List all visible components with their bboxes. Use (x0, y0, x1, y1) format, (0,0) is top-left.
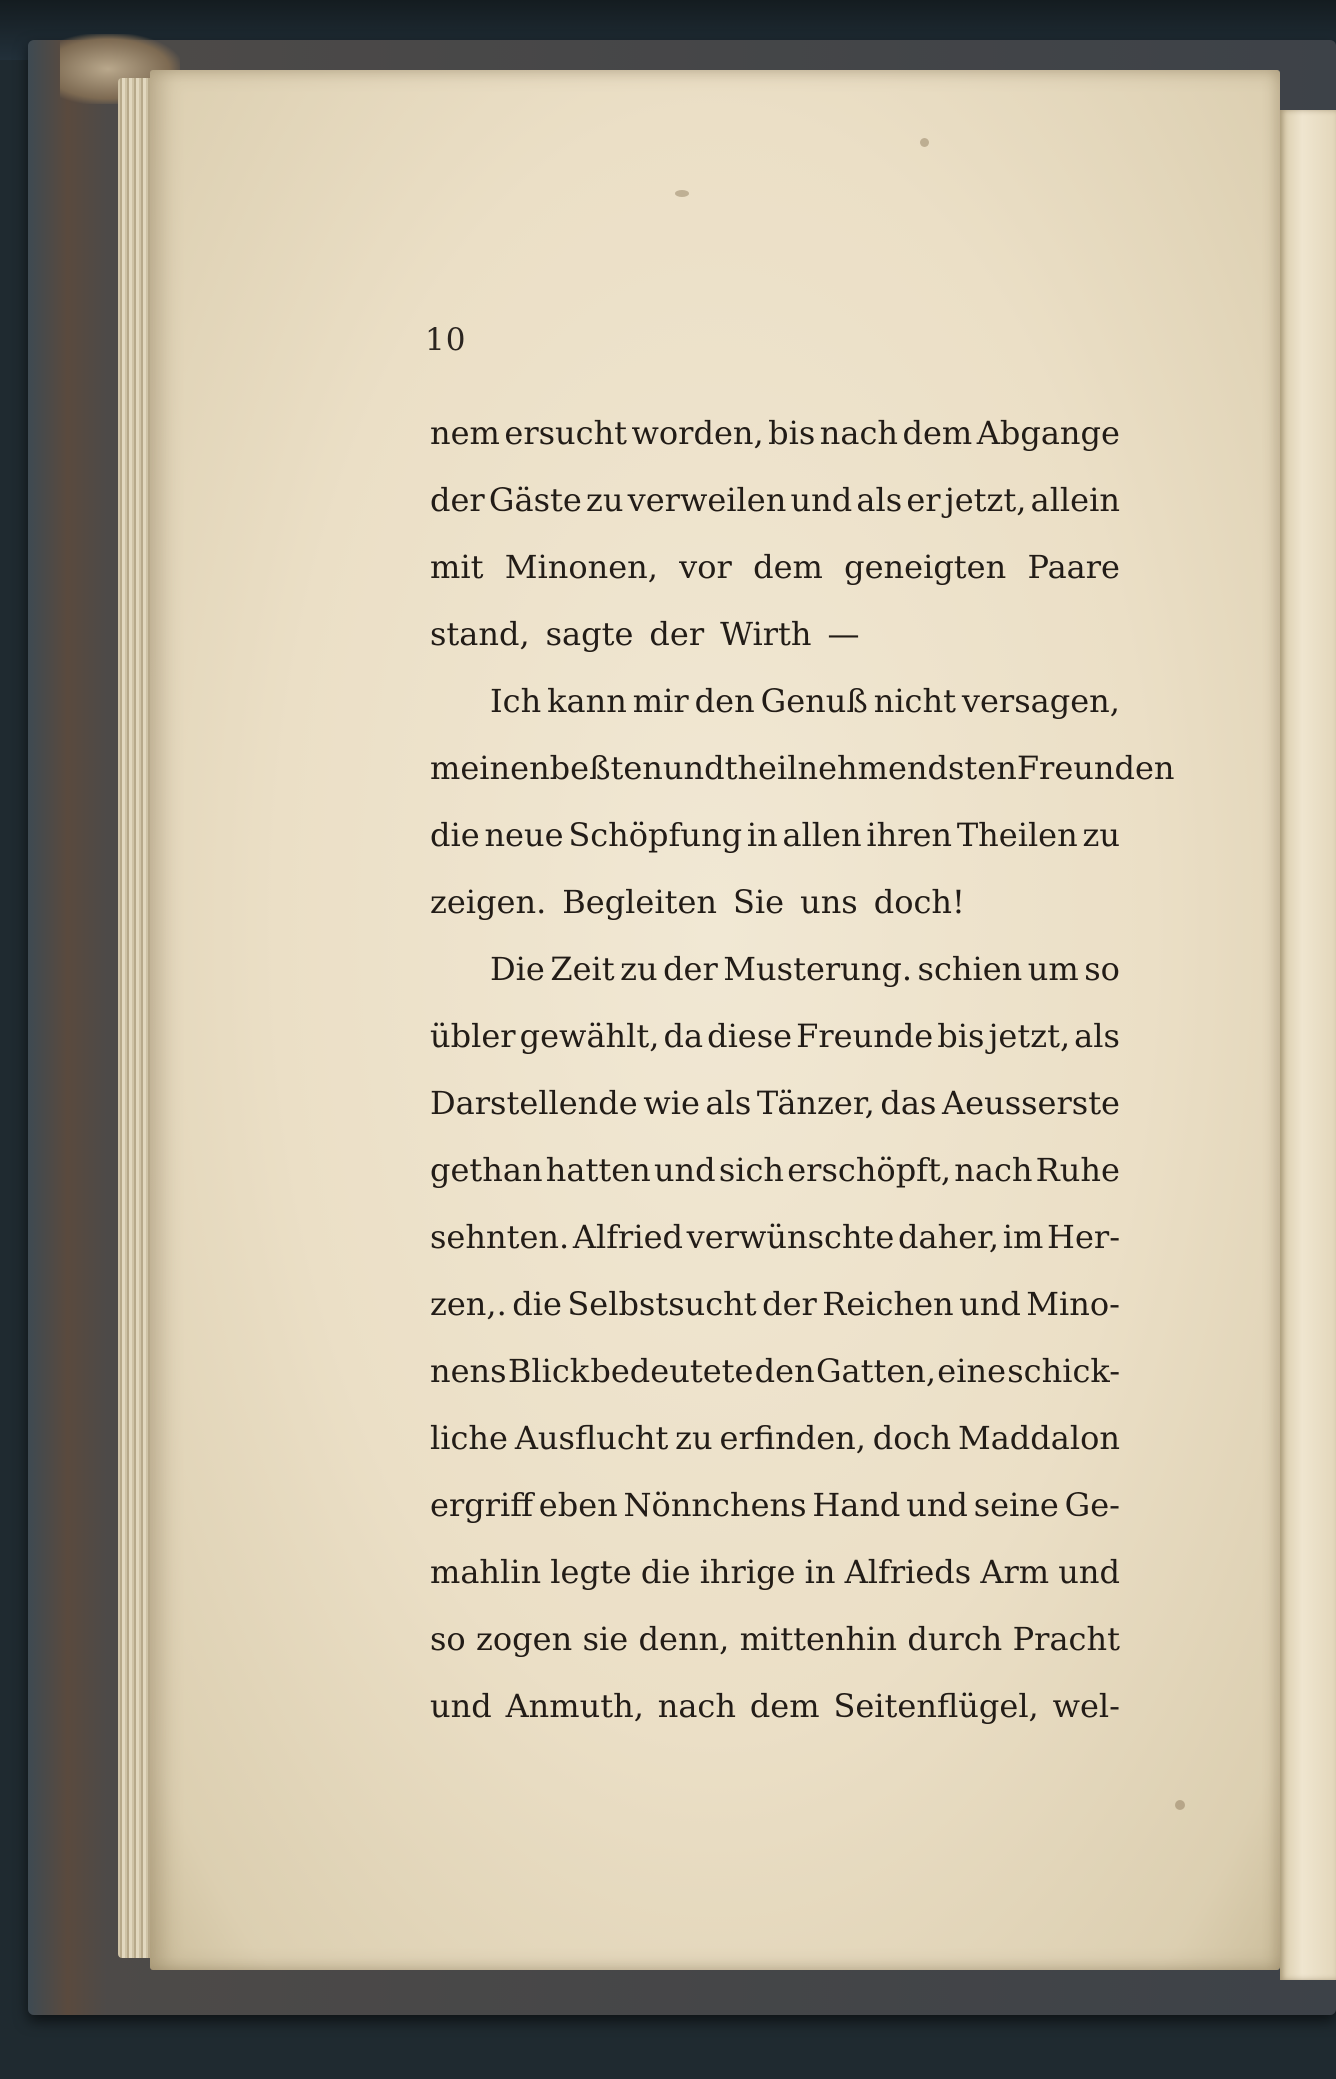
word: die (640, 1553, 691, 1591)
word: wie (643, 1084, 700, 1122)
word: wel- (1052, 1687, 1120, 1725)
word: Musterung. (723, 950, 913, 988)
word: übler (430, 1017, 516, 1055)
word: Pracht (1012, 1620, 1120, 1658)
text-line (430, 936, 1120, 1003)
word: in (746, 816, 778, 854)
word: und (959, 1285, 1021, 1323)
word: mir (632, 682, 689, 720)
word: Arm (980, 1553, 1050, 1591)
word: zu (675, 1419, 713, 1457)
word: Freunde (796, 1017, 934, 1055)
word: Die (490, 950, 545, 988)
word: dem (753, 548, 823, 586)
foxing-spot (1175, 1800, 1185, 1810)
word: neue (484, 816, 564, 854)
word: nach (819, 414, 898, 452)
text-line (430, 735, 1175, 802)
word: der (663, 950, 718, 988)
word: die (512, 1285, 562, 1323)
word: Schöpfung (568, 816, 743, 854)
word: liche (430, 1419, 508, 1457)
word: Abgange (976, 414, 1120, 452)
word: Ich (490, 682, 542, 720)
word: als (705, 1084, 752, 1122)
word: Ruhe (1035, 1151, 1120, 1189)
word: der (430, 481, 485, 519)
text-line (430, 467, 1120, 534)
word: beßten (549, 749, 663, 787)
word: doch! (873, 883, 965, 921)
body-text (430, 400, 1175, 1740)
word: Theilen (956, 816, 1078, 854)
word: Freunden (1016, 749, 1175, 787)
word: versagen, (961, 682, 1120, 720)
word: ergriff (430, 1486, 533, 1524)
word: schick- (1007, 1352, 1120, 1390)
text-line (430, 1606, 1120, 1673)
word: in (804, 1553, 836, 1591)
word: vor (679, 548, 732, 586)
word: seine (973, 1486, 1059, 1524)
word: den (754, 1352, 815, 1390)
word: sie (582, 1620, 629, 1658)
word: sagte (545, 615, 634, 653)
word: Ge- (1064, 1486, 1120, 1524)
word: Reichen (822, 1285, 954, 1323)
word: Begleiten (562, 883, 717, 921)
word: jetzt, (988, 1017, 1071, 1055)
word: verwünschte (686, 1218, 895, 1256)
word: Mino- (1026, 1285, 1120, 1323)
word: im (1002, 1218, 1044, 1256)
word: stand, (430, 615, 530, 653)
word: Zeit (550, 950, 615, 988)
word: allen (782, 816, 862, 854)
word: ersucht (504, 414, 628, 452)
word: eben (538, 1486, 618, 1524)
word: Nönnchens (623, 1486, 807, 1524)
word: so (1084, 950, 1120, 988)
word: geneigten (844, 548, 1007, 586)
word: Gäste (488, 481, 582, 519)
word: nach (954, 1151, 1033, 1189)
foxing-spot (675, 190, 689, 197)
text-line (430, 1137, 1120, 1204)
word: Maddalon (957, 1419, 1120, 1457)
text-line (430, 1271, 1120, 1338)
word: zu (620, 950, 658, 988)
word: Selbstsucht (567, 1285, 757, 1323)
word: der (649, 615, 705, 653)
word: kann (547, 682, 627, 720)
word: und (1058, 1553, 1120, 1591)
word: diese (707, 1017, 793, 1055)
text-line (430, 1405, 1120, 1472)
word: die (430, 816, 480, 854)
word: gewählt, (519, 1017, 660, 1055)
word: nach (657, 1687, 736, 1725)
word: Gatten, (815, 1352, 937, 1390)
word: nens (430, 1352, 507, 1390)
word: Alfrieds (844, 1553, 972, 1591)
word: den (694, 682, 755, 720)
next-page-edge (1280, 110, 1336, 1980)
word: Paare (1027, 548, 1120, 586)
word: allein (1030, 481, 1120, 519)
word: Tänzer, (756, 1084, 875, 1122)
word: sich (718, 1151, 785, 1189)
word: nem (430, 414, 500, 452)
word: gethan (430, 1151, 543, 1189)
word: zu (1082, 816, 1120, 854)
word: erfinden, (719, 1419, 866, 1457)
word: Her- (1047, 1218, 1120, 1256)
word: worden, (631, 414, 764, 452)
word: eine (937, 1352, 1006, 1390)
word: sehnten. (430, 1218, 570, 1256)
word: theilnehmendsten (724, 749, 1017, 787)
word: daher, (898, 1218, 1000, 1256)
word: ihren (866, 816, 953, 854)
word: durch (907, 1620, 1003, 1658)
text-line (430, 1204, 1120, 1271)
text-line (430, 869, 1120, 936)
word: bis (937, 1017, 985, 1055)
word: Hand (812, 1486, 901, 1524)
word: doch (872, 1419, 952, 1457)
word: Darstellende (430, 1084, 638, 1122)
word: Genuß (760, 682, 868, 720)
page-number: 10 (425, 322, 467, 358)
foxing-spot (920, 138, 929, 147)
word: nicht (873, 682, 956, 720)
word: mahlin (430, 1553, 542, 1591)
word: bedeutete (590, 1352, 754, 1390)
word: Wirth (720, 615, 812, 653)
text-line (430, 601, 1120, 668)
word: hatten (545, 1151, 651, 1189)
text-line (430, 1472, 1120, 1539)
word: zeigen. (430, 883, 547, 921)
word: ihrige (699, 1553, 796, 1591)
word: und (790, 481, 853, 519)
word: und (653, 1151, 716, 1189)
word: da (663, 1017, 704, 1055)
word: legte (550, 1553, 632, 1591)
word: uns (800, 883, 858, 921)
word: meinen (430, 749, 550, 787)
word: Seitenflügel, (833, 1687, 1039, 1725)
text-line (430, 534, 1120, 601)
text-line (430, 400, 1120, 467)
word: er (906, 481, 941, 519)
word: dem (902, 414, 973, 452)
text-line (430, 802, 1120, 869)
word: zen,. (430, 1285, 507, 1323)
word: denn, (638, 1620, 730, 1658)
word: Anmuth, (505, 1687, 644, 1725)
text-line (430, 1338, 1120, 1405)
word: verweilen (627, 481, 787, 519)
word: Ausflucht (514, 1419, 669, 1457)
word: und (906, 1486, 968, 1524)
text-line (430, 1539, 1120, 1606)
word: als (856, 481, 903, 519)
word: zogen (476, 1620, 573, 1658)
word: als (1074, 1017, 1120, 1055)
word: Aeusserste (942, 1084, 1120, 1122)
word: Blick (507, 1352, 590, 1390)
word: zu (585, 481, 624, 519)
word: der (762, 1285, 817, 1323)
word: erschöpft, (787, 1151, 952, 1189)
word: Alfried (572, 1218, 683, 1256)
text-line (430, 1003, 1120, 1070)
text-line (430, 1070, 1120, 1137)
word: Minonen, (504, 548, 658, 586)
text-line (430, 1673, 1120, 1740)
word: so (430, 1620, 466, 1658)
text-line (430, 668, 1120, 735)
word: das (880, 1084, 937, 1122)
word: bis (768, 414, 816, 452)
word: und (430, 1687, 492, 1725)
word: und (662, 749, 725, 787)
word: um (1027, 950, 1079, 988)
word: dem (749, 1687, 820, 1725)
word: jetzt, (944, 481, 1027, 519)
word: mittenhin (739, 1620, 897, 1658)
word: — (827, 615, 860, 653)
word: schien (917, 950, 1023, 988)
word: Sie (732, 883, 785, 921)
word: mit (430, 548, 484, 586)
